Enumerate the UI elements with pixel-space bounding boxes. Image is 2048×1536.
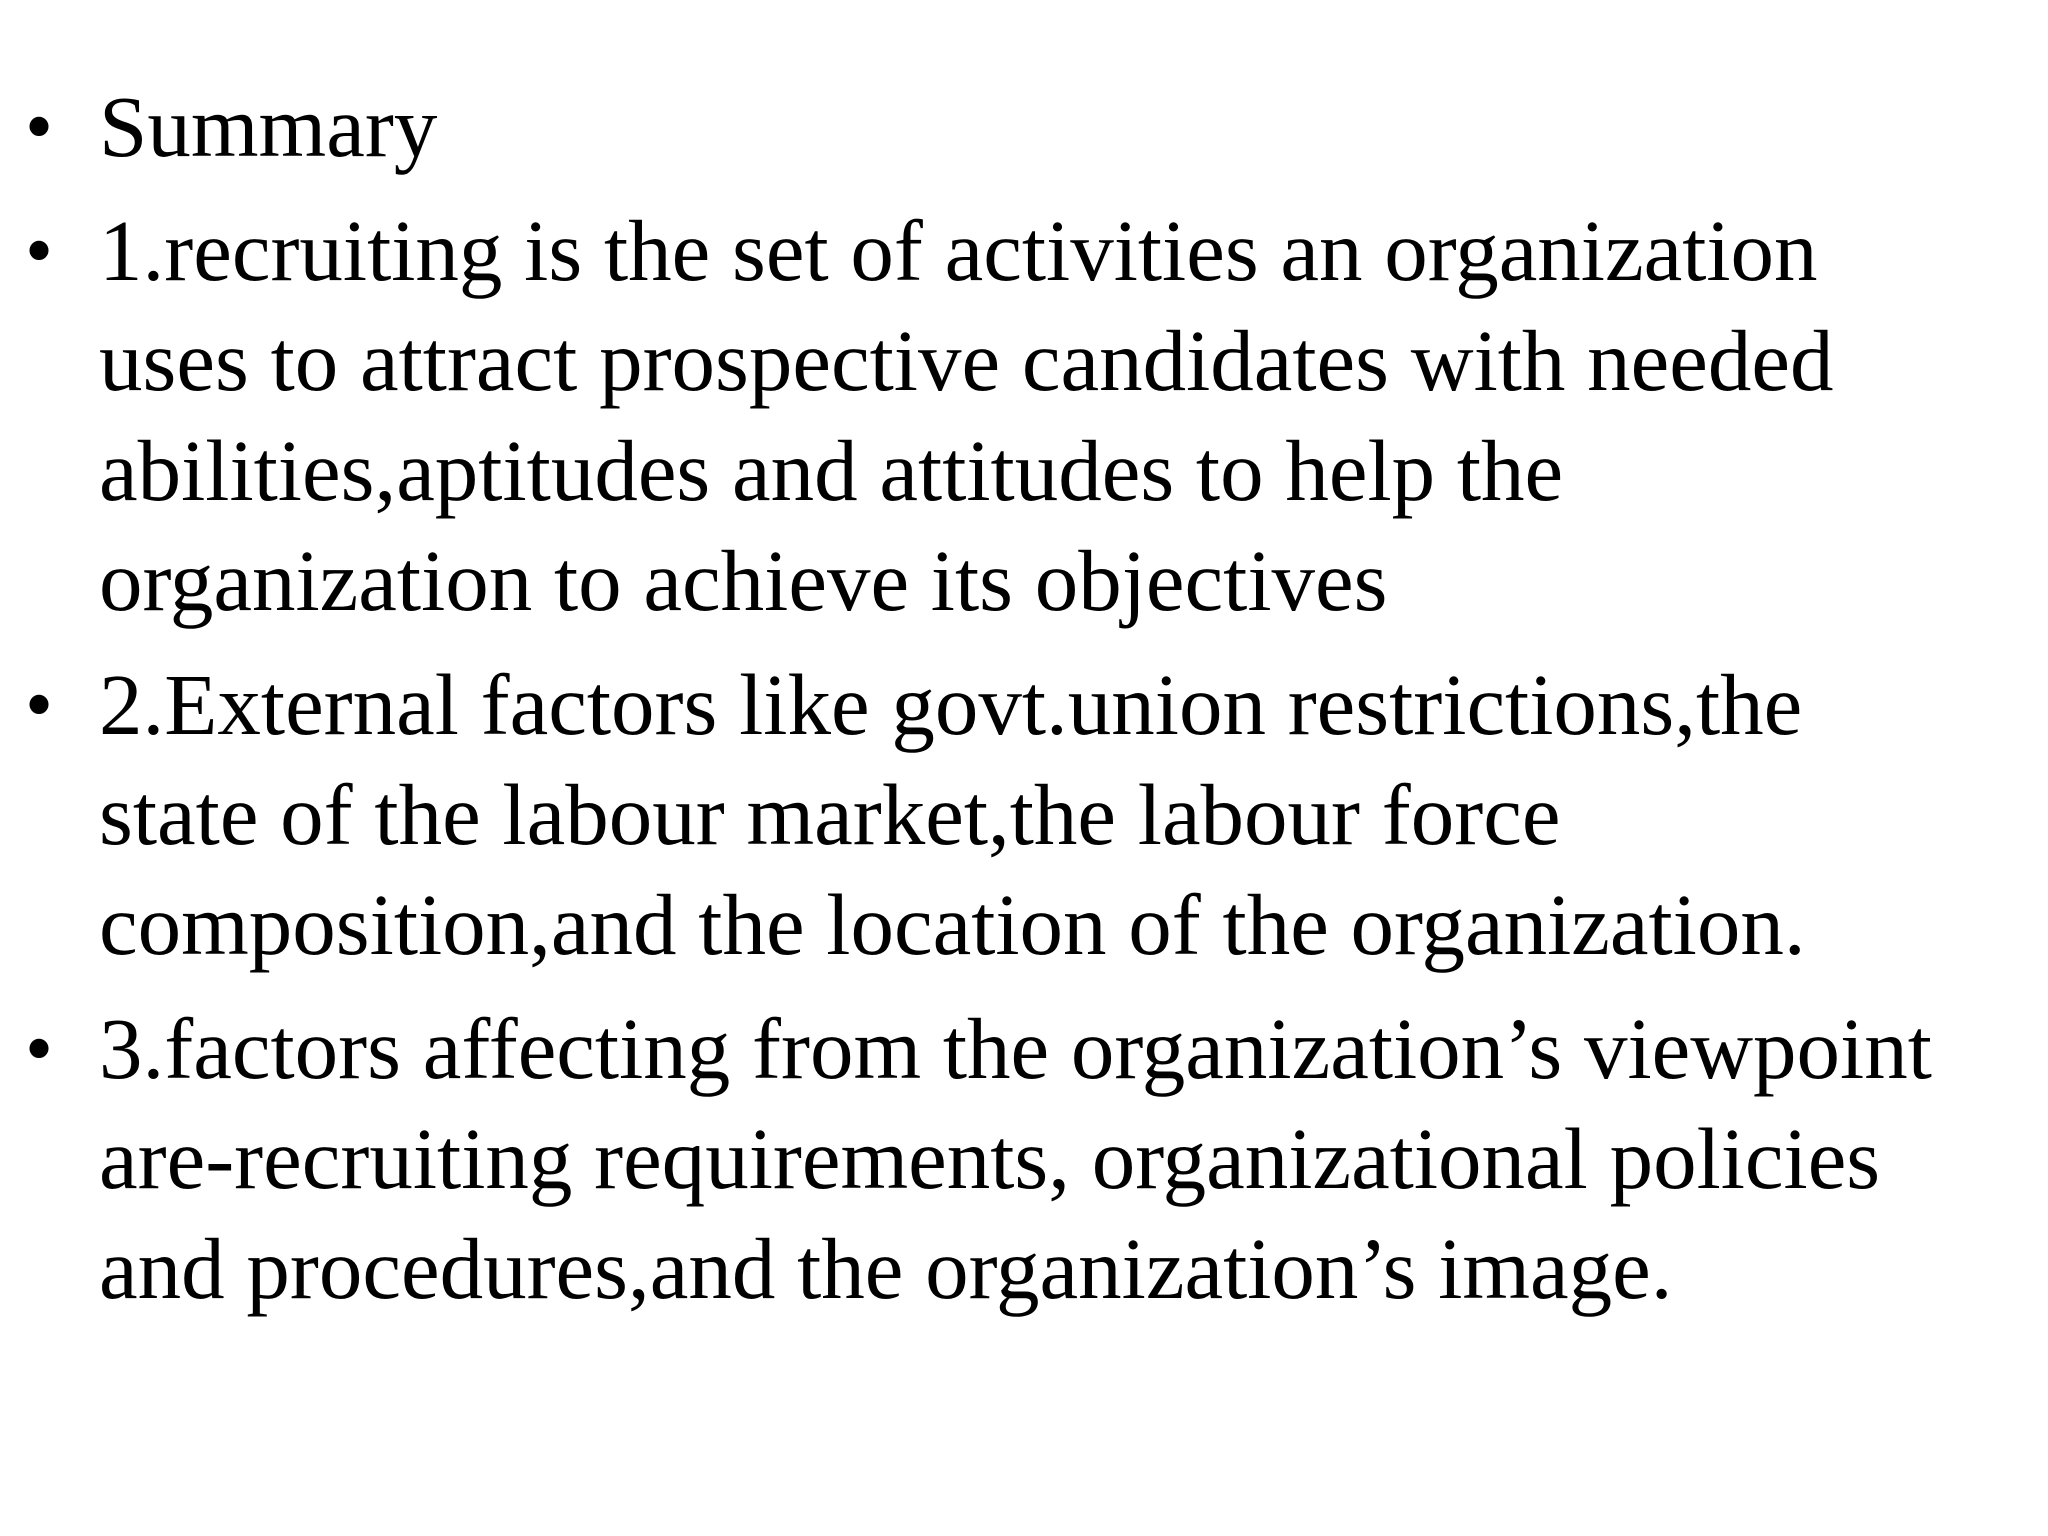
bullet-icon: •	[25, 207, 54, 295]
bullet-text: 1.recruiting is the set of activities an organization uses to attract prospective candidates with needed abilities,aptitudes and attitudes to help the organization to achieve its objectives	[99, 202, 1834, 629]
bullet-text: Summary	[99, 78, 438, 175]
bullet-icon: •	[25, 1005, 54, 1093]
bullet-item-summary	[0, 72, 1979, 182]
bullet-item-external-factors	[0, 650, 1979, 980]
bullet-text: 3.factors affecting from the organization’s viewpoint are-recruiting requirements, organizational policies and procedures,and the organization’s image.	[99, 1000, 1932, 1317]
bullet-item-organizational-factors	[0, 994, 1979, 1324]
bullet-icon: •	[25, 83, 54, 171]
bullet-text: 2.External factors like govt.union restrictions,the state of the labour market,the labour force composition,and the location of the organization.	[99, 656, 1806, 973]
bullet-item-recruiting-definition	[0, 196, 1979, 636]
bullet-icon: •	[25, 661, 54, 749]
bullet-list	[0, 72, 2000, 1338]
